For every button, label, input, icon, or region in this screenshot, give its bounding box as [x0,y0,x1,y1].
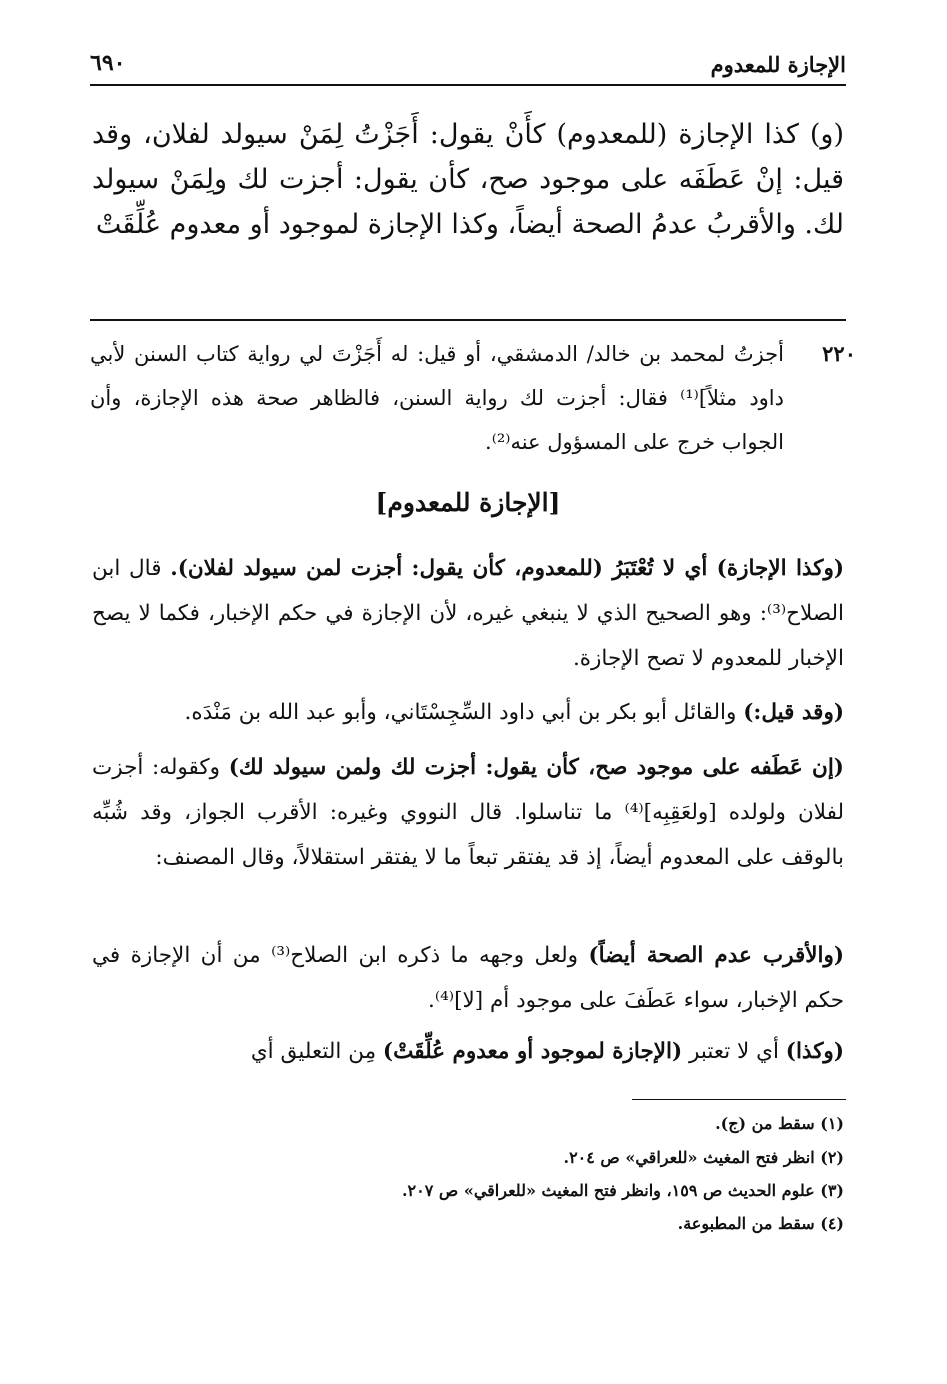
commentary-paragraph [92,745,844,880]
page-number: ٦٩٠ [90,50,126,76]
quoted-matn: (إن عَطَفه على موجود صح، كأن يقول: أجزت لك ولمن سيولد لك) [228,755,844,780]
footnote: (٤) سقط من المطبوعة. [677,1214,844,1233]
commentary-text: ولعل وجهه ما ذكره ابن الصلاح⁽³⁾ من أن الإجازة في حكم الإخبار، سواء عَطَفَ على موجود أم [لا]⁽⁴⁾. [92,943,844,1013]
marginal-note [90,332,856,464]
quoted-matn: (وكذا) [785,1039,844,1064]
note-number: ٢٢٠ [822,341,856,366]
matn-verse: (و) كذا الإجازة (للمعدوم) كأَنْ يقول: أَجَزْتُ لِمَنْ سيولد لفلان، وقد قيل: إنْ عَطَفَه على موجود صح، كأن يقول: أجزت لك ولِمَنْ سيولد لك. والأقربُ عدمُ الصحة أيضاً، وكذا الإجازة لموجود أو معدوم عُلِّقَتْ [92,119,844,240]
footnote-separator-rule [632,1099,846,1100]
commentary-text: مِن التعليق أي [250,1039,383,1064]
commentary-paragraph [92,546,844,681]
quoted-matn: (وكذا الإجازة) أي لا تُعْتَبَرُ (للمعدوم، كأن يقول: أجزت لمن سيولد لفلان). [170,556,844,581]
page-header [90,50,846,84]
footnote: (١) سقط من (ج). [715,1114,844,1133]
footnote: (٢) انظر فتح المغيث «للعراقي» ص ٢٠٤. [563,1148,844,1167]
quoted-matn: (الإجازة لموجود أو معدوم عُلِّقَتْ) [382,1039,683,1064]
section-title: [الإجازة للمعدوم] [375,488,561,517]
commentary-paragraph [92,1029,844,1074]
note-text: أجزتُ لمحمد بن خالد/ الدمشقي، أو قيل: له أَجَزْتَ لي رواية كتاب السنن لأبي داود مثلاً]⁽¹⁾ فقال: أجزت لك رواية السنن، فالظاهر صحة هذه الإجازة، وأن الجواب خرج على المسؤول عنه⁽²⁾. [90,342,784,454]
quoted-matn: (وقد قيل:) [743,700,844,725]
footnote: (٣) علوم الحديث ص ١٥٩، وانظر فتح المغيث «للعراقي» ص ٢٠٧. [401,1181,844,1200]
commentary-text: قال ابن الصلاح⁽³⁾: وهو الصحيح الذي لا ينبغي غيره، لأن الإجازة في حكم الإخبار، فكما لا يصح الإخبار للمعدوم لا تصح الإجازة. [92,556,844,671]
matn-separator-rule [90,319,846,321]
commentary-text: والقائل أبو بكر بن أبي داود السِّجِسْتَاني، وأبو عبد الله بن مَنْدَه. [184,700,744,725]
commentary-text: أي لا تعتبر [682,1039,786,1064]
running-title: الإجازة للمعدوم [710,52,846,77]
commentary-paragraph [92,690,844,735]
commentary-paragraph [92,933,844,1023]
header-rule [90,84,846,86]
quoted-matn: (والأقرب عدم الصحة أيضاً) [588,943,845,968]
commentary-text: وكقوله: أجزت لفلان ولولده [ولعَقِبِه]⁽⁴⁾ ما تناسلوا. قال النووي وغيره: الأقرب الجواز، وقد شُبِّه بالوقف على المعدوم أيضاً، إذ قد يفتقر تبعاً ما لا يفتقر استقلالاً، وقال المصنف: [92,755,844,870]
